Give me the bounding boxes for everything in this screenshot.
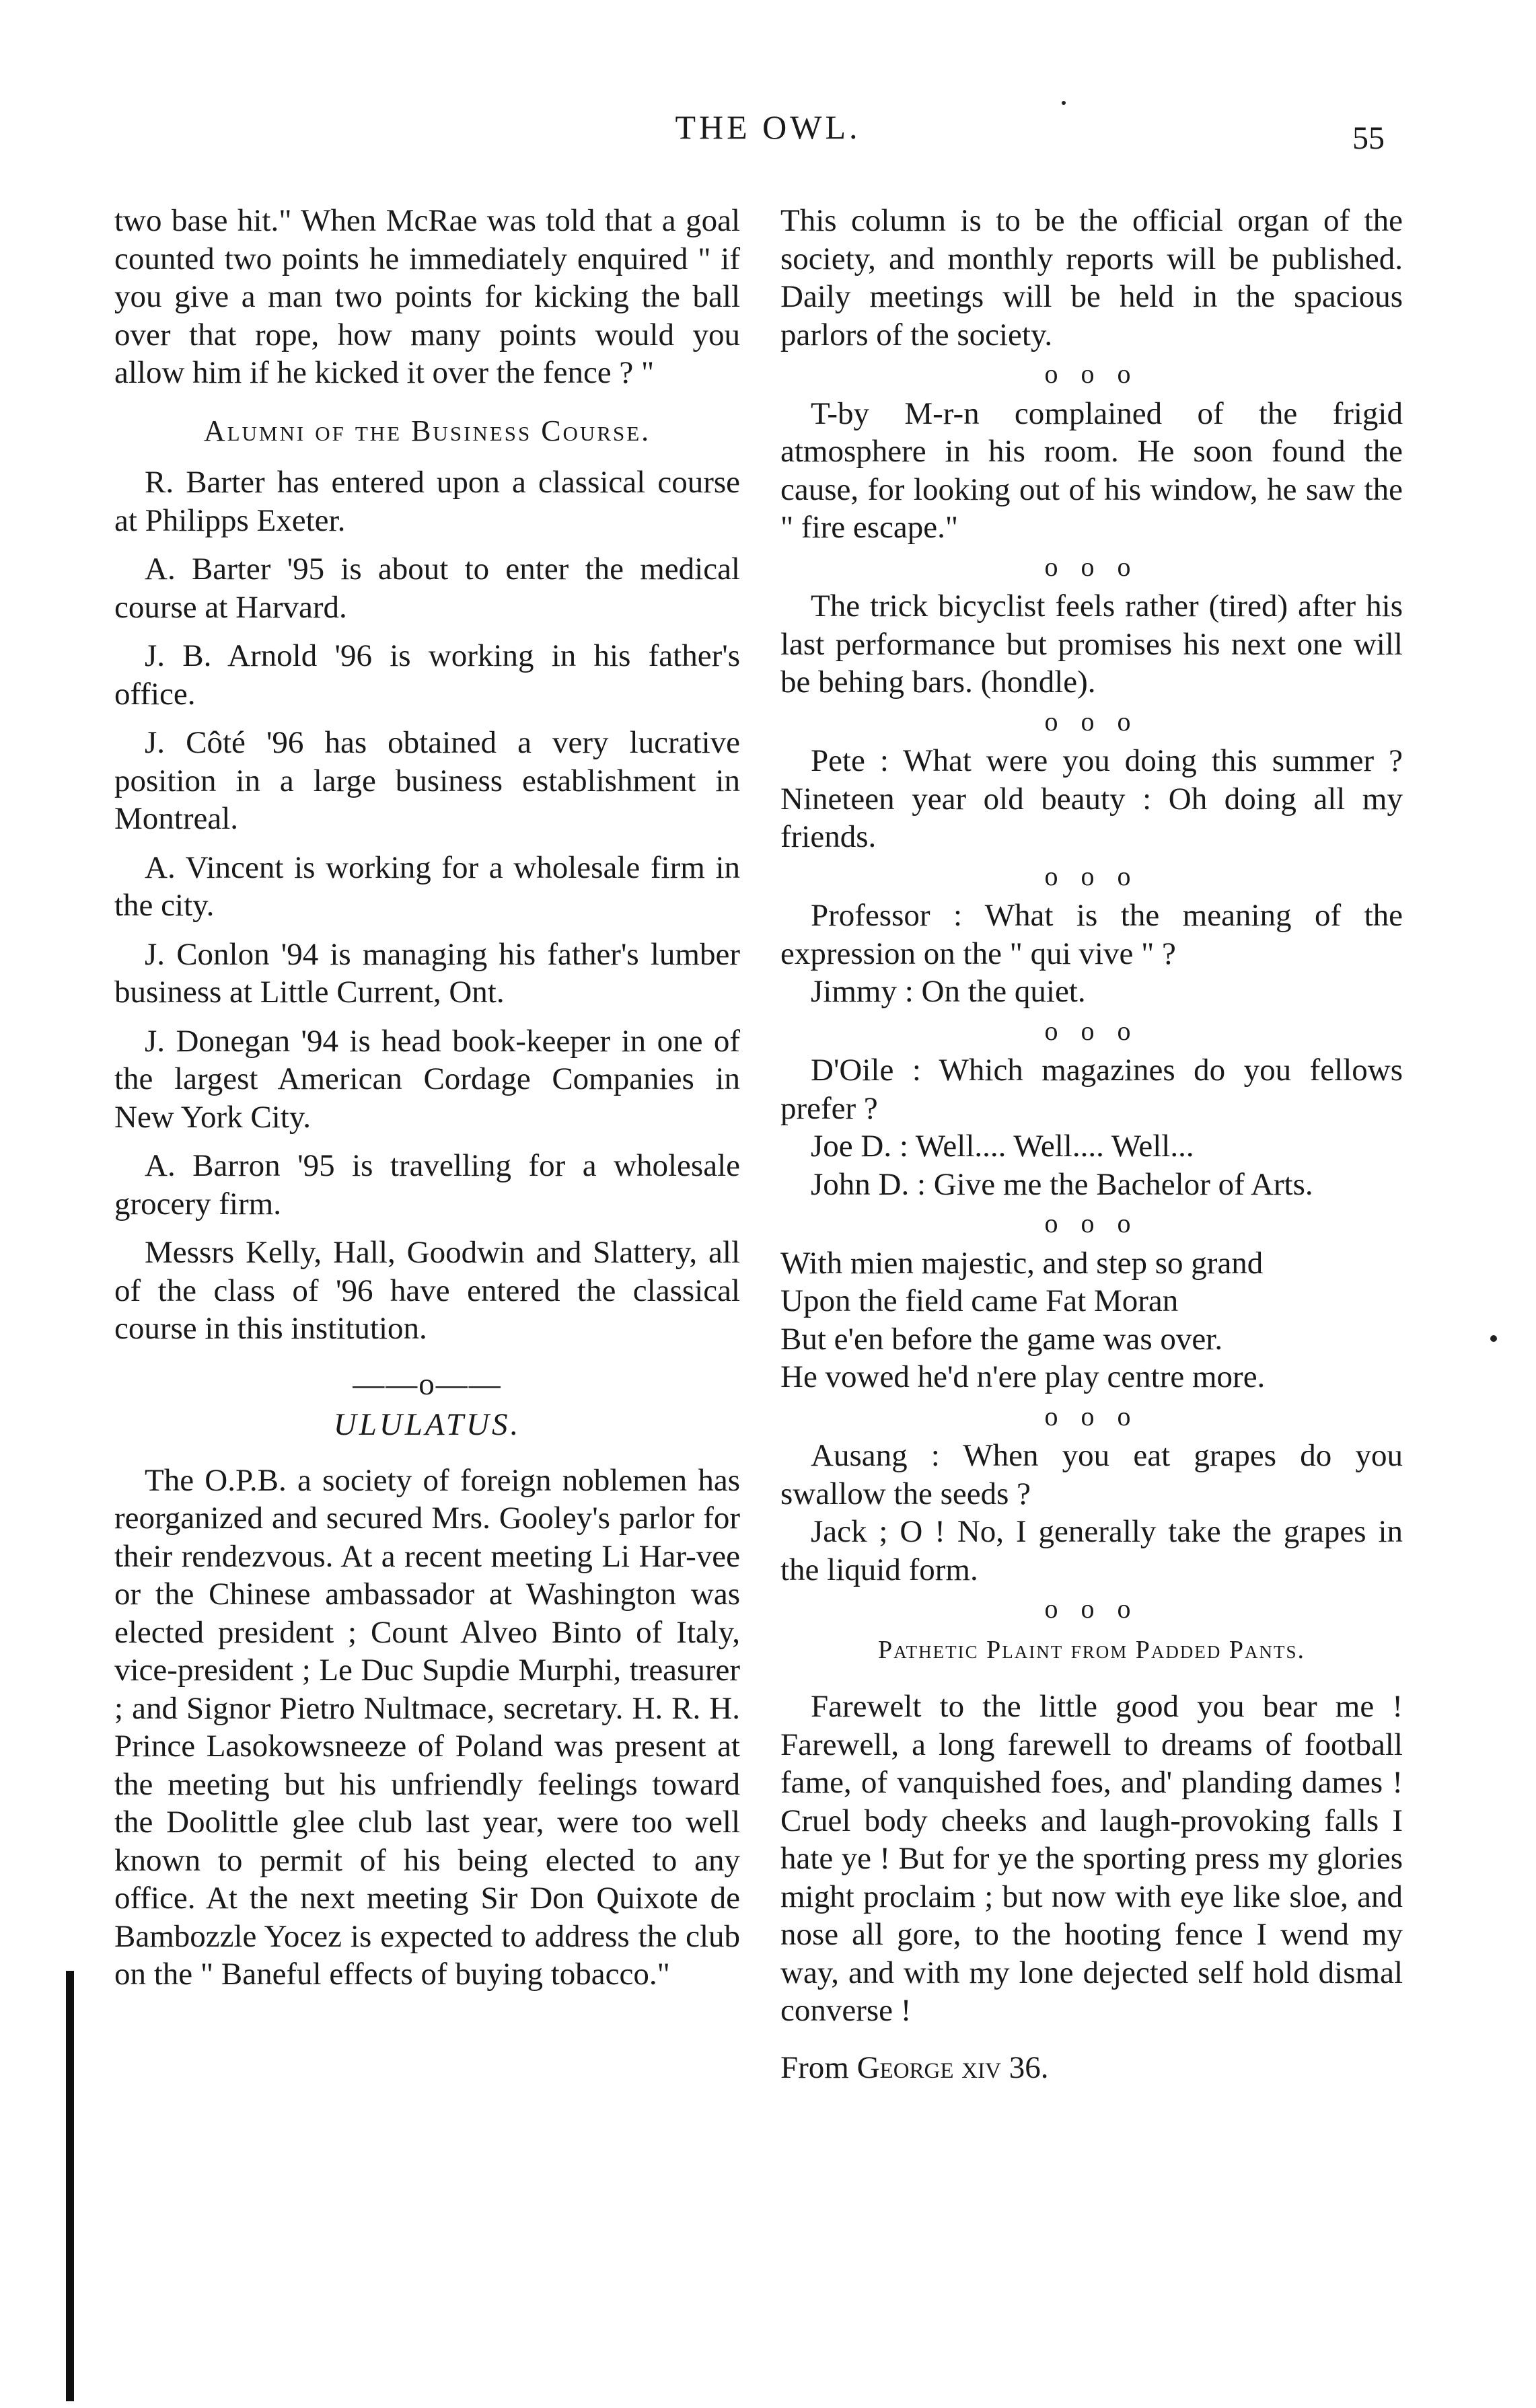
farewell-paragraph: Farewelt to the little good you bear me ! Farewell, a long farewell to dreams of football fame, of vanquished foes, and' planding dames ! Cruel body cheeks and laugh-provoking falls I hate ye ! But for ye the sporting press my glories might proclaim ; but now with eye like sloe, and nose all gore, to the hooting fence I wend my way, and with my lone dejected self hold dismal converse ! — [780, 1689, 1403, 2028]
section-separator: ——o—— — [353, 1366, 502, 1402]
ornament-separator: o o o — [1044, 860, 1139, 891]
attribution-name: George xiv — [856, 2049, 1001, 2085]
ausang-line: Ausang : When you eat grapes do you swallow the seeds ? — [780, 1438, 1403, 1511]
alumni-item: J. Donegan '94 is head book-keeper in one of the largest American Cordage Companies in New York City. — [114, 1023, 740, 1135]
alumni-item: Messrs Kelly, Hall, Goodwin and Slattery, all of the class of '96 have entered the classical course in this institution. — [114, 1235, 740, 1346]
doile-line: D'Oile : Which magazines do you fellows prefer ? — [780, 1053, 1403, 1126]
ornament-separator: o o o — [1044, 1208, 1139, 1238]
pathetic-plaint-heading: Pathetic Plaint from Padded Pants. — [877, 1635, 1305, 1664]
running-header-title: THE OWL. — [675, 108, 861, 146]
binding-edge-shadow — [66, 1971, 74, 2401]
ornament-separator: o o o — [1044, 1015, 1139, 1046]
ornament-separator: o o o — [1044, 359, 1139, 389]
ornament-separator: o o o — [1044, 1593, 1139, 1624]
alumni-item: A. Barron '95 is travelling for a wholesale grocery firm. — [114, 1148, 740, 1221]
jimmy-line: Jimmy : On the quiet. — [811, 974, 1086, 1009]
ornament-separator: o o o — [1044, 706, 1139, 737]
verse-block — [780, 1244, 1403, 1396]
alumni-item: R. Barter has entered upon a classical course at Philipps Exeter. — [114, 465, 740, 538]
verse-line: With mien majestic, and step so grand — [780, 1245, 1264, 1281]
bicyclist-paragraph: The trick bicyclist feels rather (tired) after his last performance but promises his next one will be behing bars. (hondle). — [780, 589, 1403, 700]
ornament-separator: o o o — [1044, 551, 1139, 582]
society-paragraph: The O.P.B. a society of foreign noblemen has reorganized and secured Mrs. Gooley's parlor for their rendezvous. At a recent meeting Li Har-vee or the Chinese ambassador at Washington was elected president ; Count Alveo Binto of Italy, vice-president ; Le Duc Supdie Murphi, treasurer ; and Signor Pietro Nultmace, secretary. H. R. H. Prince Lasokowsneeze of Poland was present at the meeting but his unfriendly feelings toward the Doolittle glee club last year, were too well known to permit of his being elected to any office. At the next meeting Sir Don Quixote de Bambozzle Yocez is expected to address the club on the " Baneful effects of buying tobacco." — [114, 1462, 740, 1992]
alumni-item: A. Barter '95 is about to enter the medical course at Harvard. — [114, 552, 740, 625]
professor-line: Professor : What is the meaning of the expression on the " qui vive " ? — [780, 898, 1403, 971]
ornament-separator: o o o — [1044, 1400, 1139, 1431]
joe-line: Joe D. : Well.... Well.... Well... — [811, 1129, 1194, 1164]
stray-ink-dot — [1490, 1335, 1497, 1342]
jack-line: Jack ; O ! No, I generally take the grapes in the liquid form. — [780, 1514, 1403, 1587]
alumni-item: J. B. Arnold '96 is working in his father's office. — [114, 638, 740, 712]
verse-line: But e'en before the game was over. — [780, 1321, 1223, 1357]
left-column — [114, 202, 740, 1994]
right-column — [780, 202, 1403, 2086]
alumni-item: A. Vincent is working for a wholesale firm in the city. — [114, 850, 740, 923]
attribution-line — [780, 2049, 1403, 2087]
alumni-heading: Alumni of the Business Course. — [203, 414, 651, 447]
pete-paragraph: Pete : What were you doing this summer ? Nineteen year old beauty : Oh doing all my friends. — [780, 743, 1403, 854]
alumni-item: J. Côté '96 has obtained a very lucrative position in a large business establishment in Montreal. — [114, 725, 740, 836]
john-line: John D. : Give me the Bachelor of Arts. — [811, 1166, 1313, 1202]
tby-paragraph: T-by M-r-n complained of the frigid atmosphere in his room. He soon found the cause, for looking out of his window, he saw the " fire escape." — [780, 396, 1403, 545]
alumni-item: J. Conlon '94 is managing his father's lumber business at Little Current, Ont. — [114, 936, 740, 1010]
verse-line: Upon the field came Fat Moran — [780, 1283, 1179, 1318]
ululatus-heading: ULULATUS. — [333, 1407, 521, 1442]
stray-ink-dot — [1062, 101, 1066, 105]
column-intro-paragraph: This column is to be the official organ of the society, and monthly reports will be published. Daily meetings will be held in the spacious parlors of the society. — [780, 203, 1403, 352]
page-number: 55 — [1352, 120, 1385, 156]
attribution-prefix: From — [780, 2049, 857, 2085]
opening-paragraph: two base hit." When McRae was told that a goal counted two points he immediately enquired " if you give a man two points for kicking the ball over that rope, how many points would you allow him if he kicked it over the fence ? " — [114, 203, 740, 390]
attribution-suffix: 36. — [1000, 2049, 1049, 2085]
verse-line: He vowed he'd n'ere play centre more. — [780, 1359, 1266, 1394]
